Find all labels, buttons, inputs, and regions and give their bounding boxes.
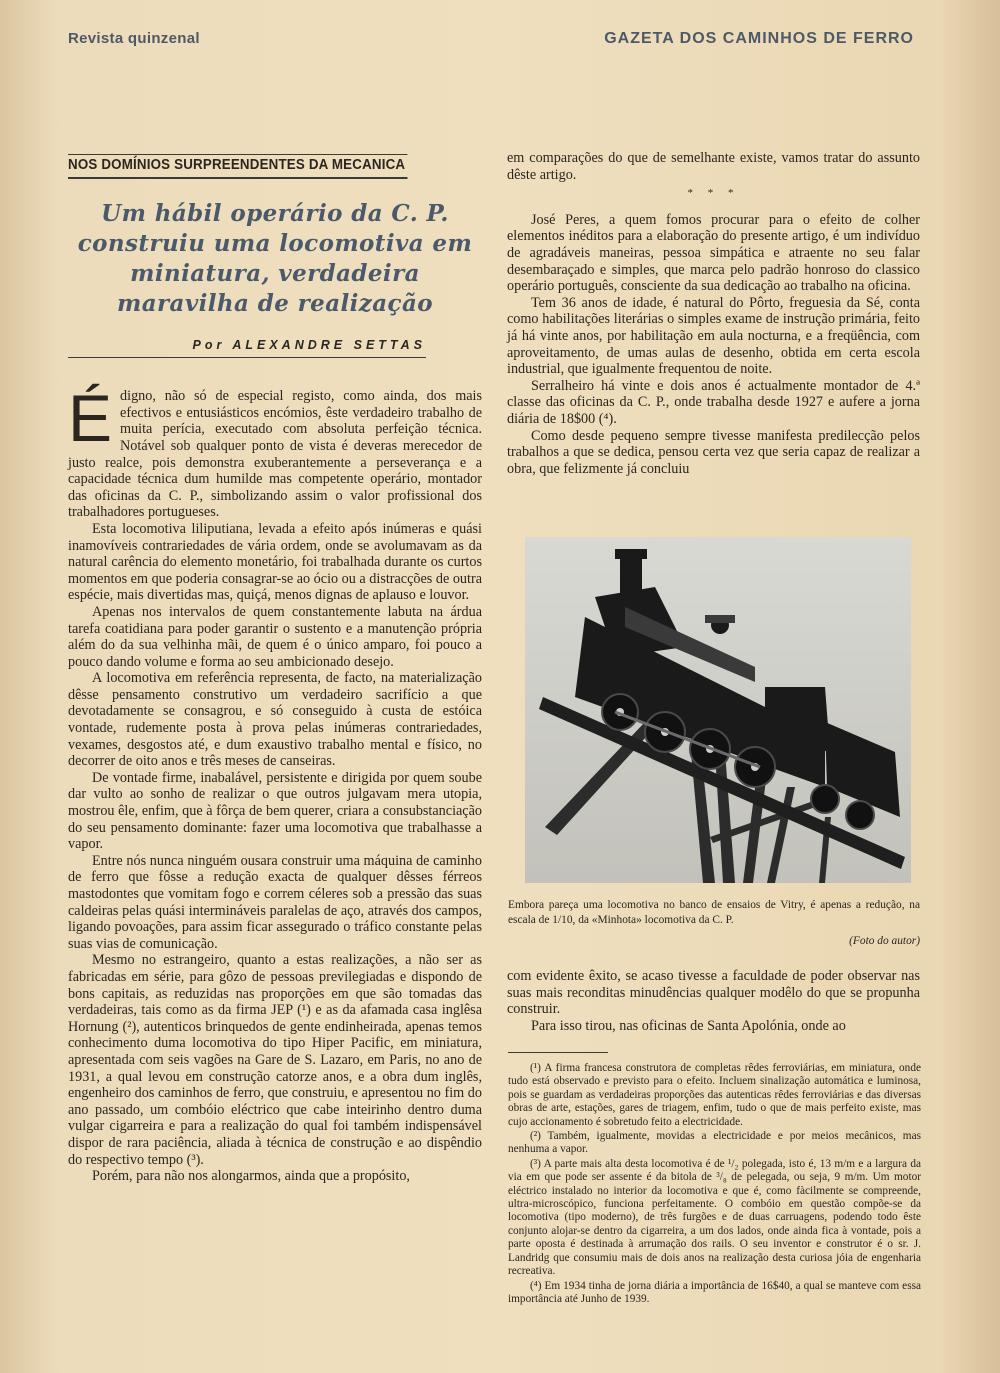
footnotes <box>508 1062 921 1307</box>
paragraph-predilection: Como desde pequeno sempre tivesse manifesta predilecção pelos trabalhos a que se dedica, pensou certa vez que seria capaz de realizar a obra, que felizmente já concluiu <box>507 427 920 477</box>
photo-credit: (Foto do autor) <box>849 935 920 947</box>
headline: Um hábil operário da C. P. construiu uma locomotiva em miniatura, verdadeira maravilha de realização <box>77 199 473 317</box>
paragraph-santa-apolonia: Para isso tirou, nas oficinas de Santa Apolónia, onde ao <box>531 1017 846 1034</box>
right-column <box>507 150 920 477</box>
paragraph-success: com evidente êxito, se acaso tivesse a faculdade de poder observar nas suas mais reconditas minudências qualquer modêlo do que se propunha construir. <box>507 968 920 1018</box>
footnote-divider <box>508 1052 608 1053</box>
paragraph-6: Entre nós nunca ninguém ousara construir uma máquina de caminho de ferro que fôsse a redução exacta de qualquer dêsses férreos mastodontes que vomitam fogo e correm céleres sob a pressão das suas caldeiras pelas quási intermináveis paralelas de aço, através dos campos, ligando povoações, para assim ficar assegurado o tráfico constante pelas suas vias de comunicação. <box>68 852 482 952</box>
header-periodicity: Revista quinzenal <box>68 30 200 47</box>
paragraph-jose-peres: José Peres, a quem fomos procurar para o efeito de colher elementos inéditos para a elaboração do presente artigo, é um indivíduo de agradáveis maneiras, pessoa simpática e atraente no seu falar desembaraçado e simples, que marca pelo padrão honroso do classico operário português, consciente da sua dedicação ao trabalho na oficina. <box>507 211 920 295</box>
footnote-3: (³) A parte mais alta desta locomotiva é de ¹/₂ polegada, isto é, 13 m/m e a largura da via em que pode ser assente é da bitola de ³/₈ de pelegada, ou seja, 9 m/m. Um motor eléctrico instalado no interior da locomotiva e que é, como fàcilmente se compreende, ultra-microscópico, funciona perfeitamente. O combóio em questão compõe-se da locomotiva (tipo moderno), de três furgões e de duas carruagens, podendo todo êste conjunto alojar-se dentro da cigarreira, a um dos lados, onde ainda fica à vontade, pois a parte oposta é destinada à arrumação dos rails. O seu inventor e construtor é o sr. J. Landridg que consumiu mais de dois anos na realização desta curiosa jóia de engenharia recreativa. <box>508 1157 921 1278</box>
section-separator: * * * <box>687 187 740 200</box>
section-title: NOS DOMÍNIOS SURPREENDENTES DA MECANICA <box>68 154 407 179</box>
caption-text: Embora pareça uma locomotiva no banco de ensaios de Vitry, é apenas a redução, na escala de 1/10, da «Minhota» locomotiva da C. P. <box>508 899 920 926</box>
drop-cap: É <box>68 381 113 456</box>
photo-caption <box>508 898 920 949</box>
paragraph-5: De vontade firme, inabalável, persistente e dirigida por quem soube dar vulto ao sonho de realizar o que outros julgavam mera utopia, mostrou êle, enfim, que à fôrça de bem querer, criara a consubstanciação do seu pensamento dominante: fazer uma locomotiva que trabalhasse a vapor. <box>68 769 482 853</box>
footnote-4: (⁴) Em 1934 tinha de jorna diária a importância de 16$40, a qual se manteve com essa importância até Junho de 1939. <box>508 1279 921 1305</box>
footnote-1: (¹) A firma francesa construtora de completas rêdes ferroviárias, em miniatura, onde tudo está observado e previsto para o efeito. Incluem sinalização automática e luminosa, pois se guardam as verdadeiras proporções das autenticas rêdes ferroviárias e das diversas obras de arte, estações, gares de triagem, enfim, tudo o que de mais perfeito existe, mas cujo accionamento é sobretudo feito a electricidade. <box>508 1062 921 1128</box>
paragraph-7: Mesmo no estrangeiro, quanto a estas realizações, a não ser as fabricadas em série, para gôzo de pessoas previlegiadas e dispondo de bons capitais, as reduzidas nas proporções em que são tomadas das verdadeiras, tais como as da firma JEP (¹) e as da afamada casa inglêsa Hornung (²), autenticos brinquedos de gente endinheirada, apenas temos conhecimento duma locomotiva do tipo Hiper Pacific, em miniatura, apresentada com seis vagões na Gare de S. Lazaro, em Paris, no ano de 1931, a qual levou em construção catorze anos, e a obra dum inglês, engenheiro dos caminhos de ferro, que construiu, e apresentou no fim do ano passado, um combóio eléctrico que cabe inteirinho dentro duma vulgar cigarreira e para a realização do qual foi também indispensável dispor de rara paciência, aliada à técnica de construção e ao dispêndio do respectivo tempo (³). <box>68 952 482 1168</box>
header-publication-title: GAZETA DOS CAMINHOS DE FERRO <box>604 30 914 47</box>
byline: Por ALEXANDRE SETTAS <box>68 337 426 359</box>
paragraph-3: Apenas nos intervalos de quem constantemente labuta na árdua tarefa coatidiana para poder garantir o sustento e a manutenção própria além do da sua velhinha mãi, de quem é o único amparo, foi pouco a pouco dando volume e forma ao seu ambicionado desejo. <box>68 603 482 670</box>
paragraph-1: É digno, não só de especial registo, como ainda, dos mais efectivos e entusiásticos encómios, êste verdadeiro trabalho de muita perícia, executado com absoluta perfeição técnica. Notável sob qualquer ponto de vista é deveras merecedor de justo realce, pois demonstra exuberantemente a perseverança e a capacidade técnica dum humilde mas competente operário, montador das oficinas da C. P., simbolizando assim o valor profissional dos trabalhadores portugueses. <box>68 381 482 521</box>
left-column <box>68 150 482 1185</box>
paragraph-8: Porém, para não nos alongarmos, ainda que a propósito, <box>92 1168 410 1185</box>
right-column-continued <box>507 968 920 1034</box>
paragraph-4: A locomotiva em referência representa, de facto, na materialização dêsse pensamento construtivo um verdadeiro sacrifício a que devotadamente se consagrou, e só conseguido à custa de estóica vontade, rudemente posta à prova pelas inúmeras contrariedades, vexames, desgostos até, e dum exaustivo trabalho mental e físico, no decorrer de oito anos e três meses de canseiras. <box>68 670 482 770</box>
paragraph-age: Tem 36 anos de idade, é natural do Pôrto, freguesia da Sé, conta como habilitações literárias o simples exame de instrução primária, feito já há vinte anos, por habilitação em aula nocturna, e a freqüência, com aproveitamento, de umas aulas de desenho, obtida em certa escola industrial, que igualmente frequentou de noite. <box>507 294 920 378</box>
paragraph-job: Serralheiro há vinte e dois anos é actualmente montador de 4.ª classe das oficinas da C. P., onde trabalha desde 1927 e aufere a jorna diária de 18$00 (⁴). <box>507 377 920 427</box>
paragraph-2: Esta locomotiva liliputiana, levada a efeito após inúmeras e quási inamovíveis contrariedades de vária ordem, onde se avolumavam as da natural carência do elemento monetário, foi trabalhada durante os curtos momentos em que poderia consagrar-se ao ócio ou a distracções de outra espécie, mais divertidas mas, quiçá, menos dignas de aplauso e louvor. <box>68 520 482 604</box>
paragraph-continuation: em comparações do que de semelhante existe, vamos tratar do assunto dêste artigo. <box>507 150 920 183</box>
footnote-2: (²) Também, igualmente, movidas a electricidade e por meios mecânicos, mas nenhuma a vapor. <box>508 1130 921 1156</box>
locomotive-photo <box>525 537 911 883</box>
